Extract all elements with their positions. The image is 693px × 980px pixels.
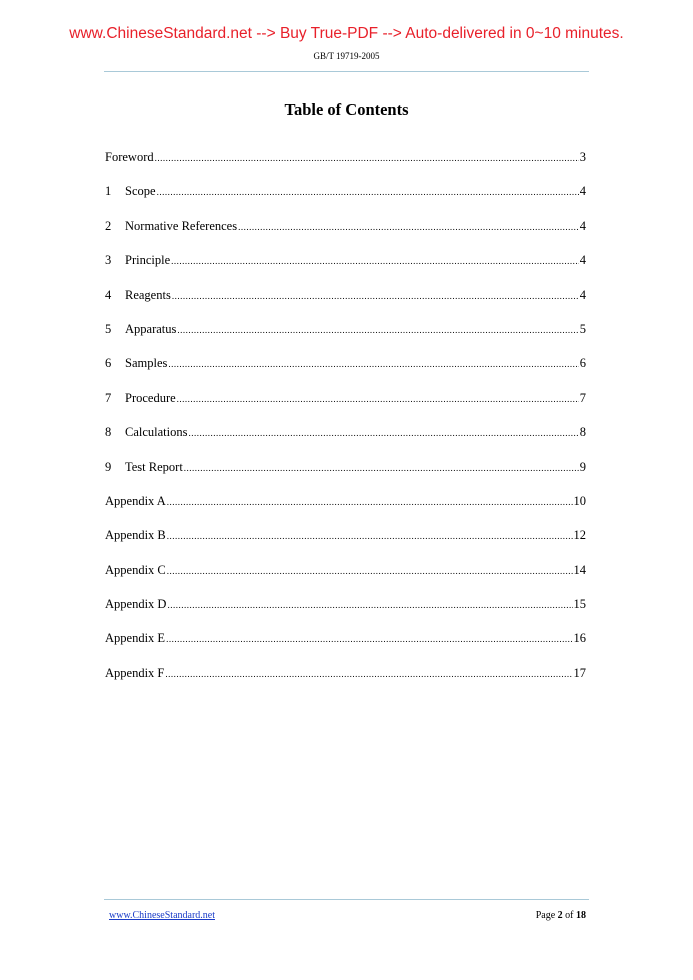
toc-dot-leader <box>157 187 579 197</box>
toc-dot-leader <box>177 394 579 404</box>
footer-website-link[interactable]: www.ChineseStandard.net <box>109 910 215 921</box>
toc-entry-label: Appendix D <box>105 597 167 612</box>
toc-entry-label: Calculations <box>125 425 188 440</box>
toc-entry-page: 4 <box>579 184 586 199</box>
toc-dot-leader <box>155 153 579 163</box>
toc-entry[interactable] <box>105 288 586 322</box>
toc-dot-leader <box>172 291 579 301</box>
toc-entry-page: 4 <box>579 287 586 302</box>
toc-entry-page: 15 <box>573 597 586 612</box>
toc-entry[interactable] <box>105 322 586 356</box>
toc-dot-leader <box>166 634 572 644</box>
toc-entry-page: 8 <box>579 425 586 440</box>
toc-dot-leader <box>238 222 579 232</box>
toc-entry-label: Appendix B <box>105 528 166 543</box>
toc-dot-leader <box>189 428 579 438</box>
toc-entry-page: 3 <box>579 150 586 164</box>
toc-entry[interactable] <box>105 391 586 425</box>
toc-dot-leader <box>177 325 578 335</box>
toc-dot-leader <box>168 359 578 369</box>
toc-entry-number: 6 <box>105 356 112 371</box>
promo-banner[interactable]: www.ChineseStandard.net --> Buy True-PDF --> Auto-delivered in 0~10 minutes. <box>69 25 624 42</box>
toc-entry-label: Normative References <box>125 218 238 233</box>
page-current: 2 <box>557 910 563 921</box>
toc-entry[interactable] <box>105 631 586 665</box>
toc-entry-label: Appendix C <box>105 562 166 577</box>
toc-entry[interactable] <box>105 528 586 562</box>
toc-dot-leader <box>167 497 573 507</box>
toc-entry[interactable] <box>105 184 586 218</box>
toc-entry-page: 17 <box>573 665 586 680</box>
toc-entry-label: Scope <box>125 184 156 199</box>
toc-entry-page: 12 <box>573 528 586 543</box>
toc-entry[interactable] <box>105 460 586 494</box>
toc-entry-label: Procedure <box>125 390 176 405</box>
toc-entry-page: 10 <box>573 493 586 508</box>
toc-entry-number: 3 <box>105 253 112 268</box>
toc-entry-label: Samples <box>125 356 168 371</box>
toc-entry-number: 2 <box>105 218 112 233</box>
toc-entry-label: Reagents <box>125 287 171 302</box>
toc-entry[interactable] <box>105 253 586 287</box>
page-prefix: Page <box>535 910 556 921</box>
toc-entry-page: 6 <box>579 356 586 371</box>
toc-entry[interactable] <box>105 563 586 597</box>
toc-entry-number: 7 <box>105 390 112 405</box>
toc-entry-page: 14 <box>573 562 586 577</box>
toc-entry-number: 8 <box>105 425 112 440</box>
toc-entry-page: 7 <box>579 390 586 405</box>
page-indicator <box>536 910 586 921</box>
toc-dot-leader <box>171 256 579 266</box>
toc-entry[interactable] <box>105 597 586 631</box>
toc-entry-number: 5 <box>105 321 112 336</box>
toc-title: Table of Contents <box>284 100 409 119</box>
toc-entry-label: Test Report <box>125 459 183 474</box>
toc-entry-label: Apparatus <box>125 321 177 336</box>
footer-divider <box>104 899 589 900</box>
toc-entry-label: Appendix A <box>105 493 166 508</box>
toc-entry-label: Foreword <box>105 150 154 164</box>
toc-dot-leader <box>167 566 573 576</box>
toc-dot-leader <box>165 669 572 679</box>
toc-entry-page: 4 <box>579 218 586 233</box>
toc-entry-number: 4 <box>105 287 112 302</box>
toc-dot-leader <box>184 463 579 473</box>
standard-code: GB/T 19719-2005 <box>313 51 380 61</box>
toc-entry-number: 1 <box>105 184 112 199</box>
table-of-contents <box>105 150 586 700</box>
page-of: of <box>565 910 574 921</box>
toc-entry-page: 9 <box>579 459 586 474</box>
toc-dot-leader <box>167 600 572 610</box>
toc-entry[interactable] <box>105 150 586 184</box>
header-divider <box>104 71 589 72</box>
toc-entry-page: 4 <box>579 253 586 268</box>
page-total: 18 <box>576 910 586 921</box>
toc-entry-label: Appendix F <box>105 665 165 680</box>
toc-entry-page: 5 <box>579 321 586 336</box>
toc-entry-label: Appendix E <box>105 631 166 646</box>
toc-entry[interactable] <box>105 356 586 390</box>
toc-entry-label: Principle <box>125 253 171 268</box>
toc-dot-leader <box>167 531 573 541</box>
toc-entry[interactable] <box>105 219 586 253</box>
toc-entry-page: 16 <box>573 631 586 646</box>
toc-entry-number: 9 <box>105 459 112 474</box>
toc-entry[interactable] <box>105 425 586 459</box>
toc-entry[interactable] <box>105 494 586 528</box>
toc-entry[interactable] <box>105 666 586 700</box>
